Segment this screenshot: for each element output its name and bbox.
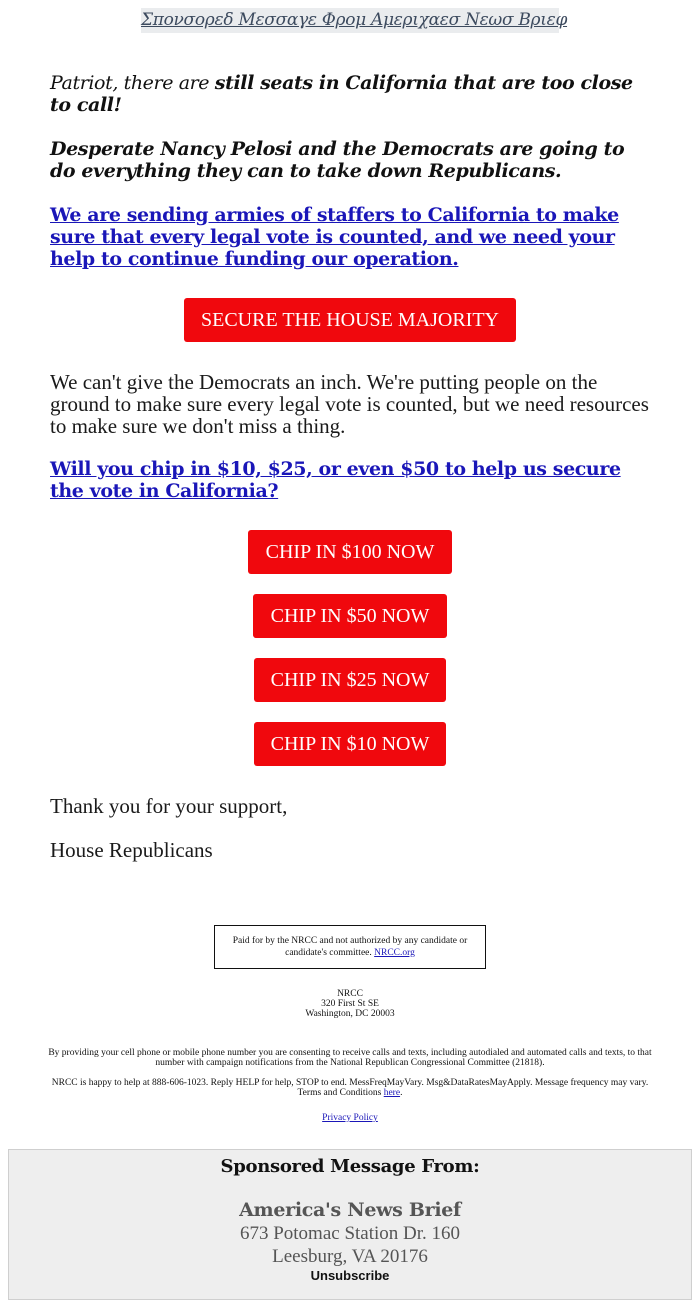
sponsor-address-line2: Leesburg, VA 20176	[272, 1246, 428, 1267]
sponsor-box	[8, 1149, 692, 1300]
privacy-policy-link[interactable]: Privacy Policy	[322, 1113, 378, 1123]
sponsor-title: Sponsored Message From:	[220, 1156, 480, 1177]
sponsored-banner-link[interactable]: Σπονσορεδ Μεσσαγε Φρομ Αμεριχαεσ Νεωσ Βριεφ	[141, 10, 568, 30]
chip-in-50-button[interactable]: CHIP IN $50 NOW	[253, 594, 447, 638]
staffers-link[interactable]: We are sending armies of staffers to California to make sure that every legal vote is counted, and we need your help to continue funding our operation.	[50, 204, 619, 270]
consent-text: By providing your cell phone or mobile phone number you are consenting to receive calls and texts, including autodialed and automated calls and texts, to that number with campaign notifications from the National Republican Congressional Committee (21818).	[48, 1048, 652, 1068]
desperate-paragraph: Desperate Nancy Pelosi and the Democrats are going to do everything they can to take down Republicans.	[50, 138, 625, 182]
chip-in-link[interactable]: Will you chip in $10, $25, or even $50 to help us secure the vote in California?	[50, 458, 621, 502]
paid-for-disclaimer	[214, 925, 486, 969]
nrcc-org-link[interactable]: NRCC.org	[374, 948, 415, 958]
help-text: NRCC is happy to help at 888-606-1023. Reply HELP for help, STOP to end. MessFreqMayVary. Msg&DataRatesMayApply. Message frequency may vary. Terms and Conditions	[51, 1078, 649, 1098]
signature-text: House Republicans	[50, 838, 213, 862]
unsubscribe-link[interactable]: Unsubscribe	[310, 1268, 390, 1283]
chip-in-paragraph	[50, 458, 650, 502]
terms-link[interactable]: here	[383, 1088, 401, 1098]
privacy-row	[48, 1113, 652, 1123]
secure-house-majority-button[interactable]: SECURE THE HOUSE MAJORITY	[184, 298, 516, 342]
org-city: Washington, DC 20003	[305, 1009, 395, 1019]
inch-paragraph: We can't give the Democrats an inch. We're putting people on the ground to make sure every legal vote is counted, but we need resources to make sure we don't miss a thing.	[50, 370, 649, 438]
intro-plain-text: Patriot, there are	[50, 72, 215, 94]
sponsored-banner	[141, 8, 568, 33]
terms-after: .	[400, 1088, 403, 1098]
sponsor-name: America's News Brief	[239, 1199, 461, 1221]
chip-in-10-button[interactable]: CHIP IN $10 NOW	[254, 722, 446, 766]
staffers-paragraph	[50, 204, 650, 270]
org-street: 320 First St SE	[321, 999, 379, 1009]
intro-bold-text: still seats in California that are too close to call!	[50, 72, 633, 116]
intro-paragraph	[50, 72, 650, 116]
chip-in-25-button[interactable]: CHIP IN $25 NOW	[254, 658, 446, 702]
paid-for-text: Paid for by the NRCC and not authorized by any candidate or candidate's committee.	[232, 936, 468, 958]
chip-in-100-button[interactable]: CHIP IN $100 NOW	[248, 530, 452, 574]
sponsor-address-line1: 673 Potomac Station Dr. 160	[239, 1223, 461, 1244]
thanks-text: Thank you for your support,	[50, 794, 288, 818]
help-text-block	[48, 1078, 652, 1098]
org-name: NRCC	[337, 989, 363, 999]
